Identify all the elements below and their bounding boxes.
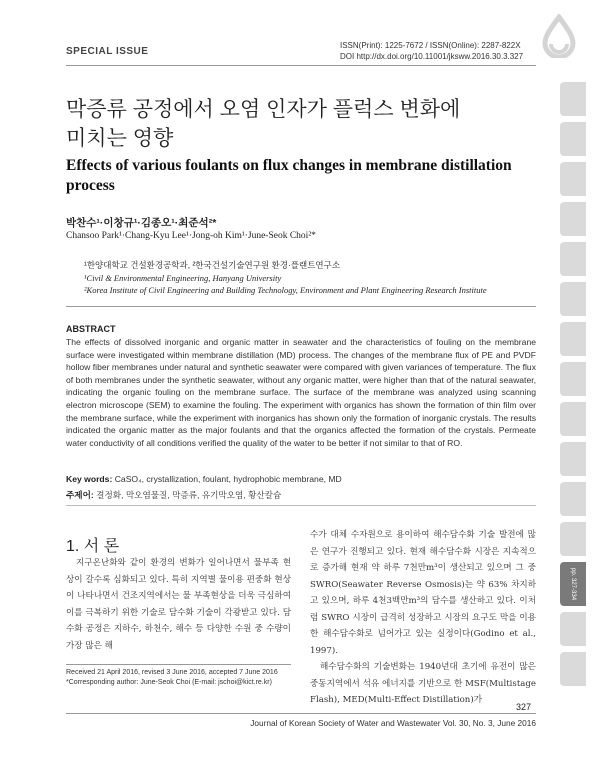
side-tab[interactable]	[560, 442, 586, 476]
footnote-received: Received 21 April 2016, revised 3 June 2016, accepted 7 June 2016	[66, 669, 278, 676]
title-korean	[66, 95, 536, 153]
header-rule	[66, 65, 536, 66]
issn-text: ISSN(Print): 1225-7672 / ISSN(Online): 2287-822X	[340, 41, 521, 50]
footnote-corresponding: *Corresponding author: June-Seok Choi (E-mail: jschoi@kict.re.kr)	[66, 679, 272, 686]
keywords-korean-label: 주제어:	[66, 490, 94, 500]
footnote	[66, 668, 278, 688]
body-column-right	[310, 527, 536, 709]
paragraph: 해수담수화의 기술변화는 1940년대 초기에 유전이 많은 중동지역에서 석유 에너지를 기반으로 한 MSF(Multistage Flash), MED(Multi-Effect Distillation)가	[310, 662, 536, 705]
keywords-korean-value: 결정화, 막오염물질, 막증류, 유기막오염, 황산칼슘	[96, 490, 282, 500]
special-issue-label: SPECIAL ISSUE	[66, 46, 149, 57]
affiliation-1: ¹Civil & Environmental Engineering, Hanyang University	[84, 272, 282, 283]
doi-link[interactable]: DOI http://dx.doi.org/10.11001/jksww.2016.30.3.327	[340, 52, 524, 61]
section-heading: 1. 서 론	[66, 538, 120, 555]
keywords-value: CaSO₄, crystallization, foulant, hydrophobic membrane, MD	[114, 474, 342, 484]
side-tab[interactable]	[560, 652, 586, 686]
body-column-left	[66, 555, 291, 654]
abstract-rule	[66, 306, 536, 307]
issn-doi-block	[340, 40, 523, 62]
side-tab[interactable]	[560, 522, 586, 556]
affiliation-2: ²Korea Institute of Civil Engineering and Building Technology, Environment and Plant Engineering Research Institute	[84, 285, 487, 295]
paragraph: 수가 대체 수자원으로 용이하여 해수담수화 기술 발전에 많은 연구가 진행되고 있다. 현재 해수담수화 시장은 지속적으로 증가해 현재 약 하루 7천만m³이 생산되고 있으며 그 중 SWRO(Seawater Reverse Osmosis)는 약 63% 차지하고 있으며, 하루 4천3백만m³의 담수를 생산하고 있다. 이처럼 SWRO 시장이 급격히 성장하고 시장의 요구도 막을 이용한 해수담수화로 넘어가고 있는 실정이다(Godino et al., 1997).	[310, 530, 536, 656]
side-tab[interactable]	[560, 612, 586, 646]
authors-english: Chansoo Park¹·Chang-Kyu Lee¹·Jong-oh Kim¹·June-Seok Choi²*	[66, 231, 316, 241]
side-tab[interactable]	[560, 122, 586, 156]
abstract-text: The effects of dissolved inorganic and organic matter in seawater and the characteristics of fouling on the membrane surface were investigated within membrane distillation (MD) process. The changes of the membrane flux of PE and PVDF hollow fiber membranes under natural and synthetic seawater were compared with given variances of temperature. The flux of both membranes under the synthetic seawater, without any organic matter, were higher than that of the natural seawater, indicating the organic fouling on the membrane surface. The surface of the membrane was analyzed using scanning electron microscope (SEM) to examine the fouling. The experiment with organics has shown the formation of thin film over the membrane surface, while the experiment with inorganics has shown only the formation of inorganic crystals. The results indicated the organic matter as the major foulants and that the organics affected the formation of the crystals. Permeate water conductivity of all conditions verified the quality of the water to be better if not similar to that of RO.	[66, 337, 536, 448]
keywords-korean	[66, 489, 281, 501]
side-tab[interactable]	[560, 162, 586, 196]
title-english: Effects of various foulants on flux changes in membrane distillation process	[66, 157, 512, 194]
affiliation-korean: ¹한양대학교 건설환경공학과, ²한국건설기술연구원 환경·플랜트연구소	[84, 260, 341, 270]
side-tab-active[interactable]: pp. 327-334	[560, 562, 586, 606]
keywords-label: Key words:	[66, 474, 113, 484]
side-tab[interactable]	[560, 362, 586, 396]
side-tab[interactable]	[560, 202, 586, 236]
side-tab[interactable]	[560, 282, 586, 316]
side-tab[interactable]	[560, 482, 586, 516]
footnote-rule	[66, 664, 291, 665]
paragraph: 지구온난화와 같이 환경의 변화가 일어나면서 물부족 현상이 갈수록 심화되고 있다. 특히 지역별 물이용 편중화 현상이 나타나면서 건조지역에서는 물 부족현상을 더욱 극심하여 이를 극복하기 위한 기술로 담수화 기술이 각광받고 있다. 담수화 공정은 지하수, 하천수, 해수 등 다양한 수원 중 수량이 가장 많은 해	[66, 558, 291, 651]
authors-korean: 박찬수¹·이창규¹·김종오¹·최준석²*	[66, 217, 217, 229]
side-tab[interactable]	[560, 402, 586, 436]
side-tab[interactable]	[560, 322, 586, 356]
page-number: 327	[516, 702, 532, 712]
keywords	[66, 474, 342, 484]
side-tab[interactable]	[560, 242, 586, 276]
body-rule	[66, 505, 536, 506]
journal-footer: Journal of Korean Society of Water and Wastewater Vol. 30, No. 3, June 2016	[250, 718, 536, 728]
journal-drop-logo-icon	[537, 14, 581, 58]
title-korean-line2: 미치는 영향	[66, 127, 174, 150]
footer-rule	[66, 713, 536, 714]
side-tab[interactable]	[560, 82, 586, 116]
title-korean-line1: 막증류 공정에서 오염 인자가 플럭스 변화에	[66, 98, 461, 121]
affiliations	[84, 259, 487, 297]
abstract-heading: ABSTRACT	[66, 324, 116, 334]
